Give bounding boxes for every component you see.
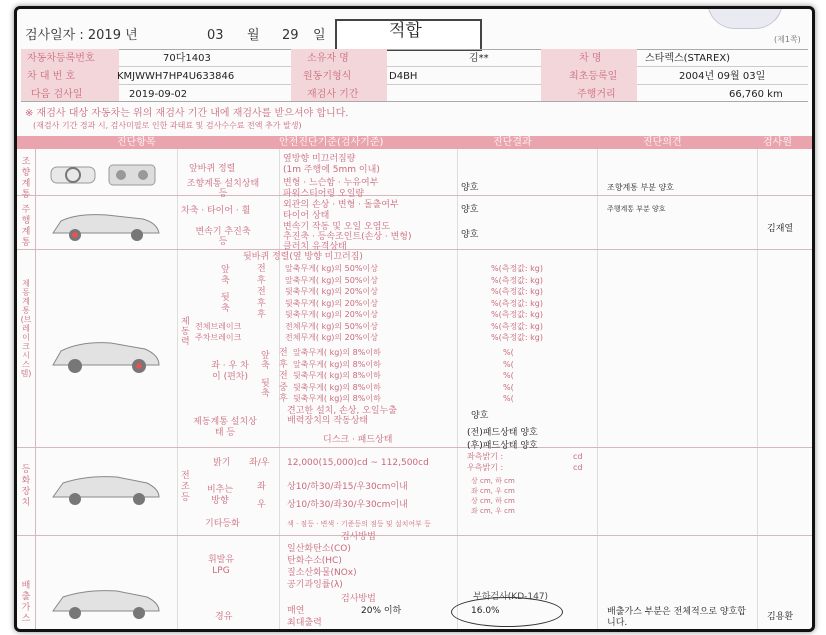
emission-smoke-result: 16.0% bbox=[471, 606, 500, 616]
col-item: 진단항목 bbox=[117, 137, 156, 148]
drive-item-1: 차축 · 타이어 · 휠 bbox=[181, 206, 251, 216]
col-inspector: 검사원 bbox=[763, 137, 792, 148]
col-standard: 안전진단기준(검사기준) bbox=[279, 137, 384, 148]
steer-result: 양호 bbox=[461, 183, 479, 193]
brake-car-illustration bbox=[47, 335, 165, 375]
notice-line2: (재검사 기간 경과 시, 검사미필로 인한 과태료 및 검사수수료 전액 추가 발생) bbox=[33, 121, 302, 130]
emission-method-value: 부하검사(KD-147) bbox=[473, 592, 549, 602]
light-dir-res-2: 좌 cm, 우 cm bbox=[471, 487, 515, 495]
brake-row-standard: 앞축무게( kg)의 50%이상 bbox=[285, 264, 378, 273]
brake-disc-result1: (전)패드상태 양호 bbox=[467, 428, 538, 438]
brake-row-standard: 전체무게( kg)의 50%이상 bbox=[285, 321, 378, 331]
vin-label: 차 대 번 호 bbox=[27, 71, 76, 82]
light-dir-std-left: 상10/하30/좌15/우30cm이내 bbox=[287, 482, 408, 492]
brake-force-label: 제동력 bbox=[181, 317, 190, 347]
inspection-day: 29 bbox=[282, 28, 299, 43]
steering-illustration bbox=[47, 157, 165, 193]
brake-row-axle: 전체브레이크 bbox=[195, 321, 242, 331]
brake-row-result: %(측정값: kg) bbox=[491, 298, 543, 308]
brake-row-axle: 주차브레이크 bbox=[195, 333, 242, 342]
brake-diff-axle: 후 bbox=[279, 359, 288, 370]
vin: KMJWWH7HP4U633846 bbox=[117, 71, 235, 82]
brake-diff-front: 앞축 bbox=[261, 351, 270, 371]
section-light: 등화장치 bbox=[21, 465, 31, 508]
drive-std-2c: 클러치 유격상태 bbox=[283, 242, 347, 252]
drive-item-2: 변속기 추진축 등 bbox=[195, 227, 251, 247]
brake-row-standard: 앞축무게( kg)의 50%이상 bbox=[285, 275, 378, 285]
next-inspection: 2019-09-02 bbox=[129, 89, 188, 100]
brake-diff-standard: 뒷축무게( kg)의 8%이하 bbox=[293, 394, 381, 403]
emission-item-lambda: 공기과잉률(λ) bbox=[287, 580, 343, 590]
brake-row-result: %(측정값: kg) bbox=[491, 264, 543, 273]
brake-disc-result2: (후)패드상태 양호 bbox=[467, 441, 538, 451]
first-reg-label: 최초등록일 bbox=[569, 71, 618, 82]
mileage-label: 주행거리 bbox=[577, 89, 616, 100]
light-unit-2: cd bbox=[573, 463, 583, 472]
brake-row-result: %(측정값: kg) bbox=[491, 275, 543, 285]
brake-diff-standard: 뒷축무게( kg)의 8%이하 bbox=[293, 371, 381, 380]
section-steering: 조향계통 bbox=[21, 157, 31, 200]
drive-result-2: 양호 bbox=[461, 230, 479, 240]
brake-install-result: 양호 bbox=[471, 411, 489, 421]
reg-no: 70다1403 bbox=[163, 53, 211, 64]
steer-std-1a: 옆방향 미끄러짐량 bbox=[283, 154, 356, 164]
emission-opinion: 배출가스 부분은 전체적으로 양호합니다. bbox=[607, 607, 746, 628]
month-label: 월 bbox=[247, 28, 260, 43]
drive-result-1: 양호 bbox=[461, 205, 479, 215]
brake-diff-label: 좌 · 우 차이 (편차) bbox=[211, 361, 249, 382]
light-car-illustration bbox=[47, 471, 165, 507]
result-stamp: 적합 bbox=[389, 21, 422, 41]
emission-diesel-label: 경유 bbox=[215, 612, 233, 622]
brake-row-axle: 전 bbox=[257, 287, 266, 297]
logo-emblem bbox=[707, 6, 783, 29]
light-bright-std: 12,000(15,000)cd ~ 112,500cd bbox=[287, 458, 429, 468]
inspector-2: 김용환 bbox=[767, 612, 794, 622]
emission-item-nox: 질소산화물(NOx) bbox=[287, 568, 357, 578]
owner: 김** bbox=[469, 53, 489, 64]
owner-label: 소유자 명 bbox=[307, 53, 349, 64]
brake-disc-label: 디스크 · 패드상태 bbox=[323, 435, 393, 445]
steer-opinion: 조향계통 부분 양호 bbox=[607, 183, 674, 192]
form-number: (제1쪽) bbox=[774, 35, 801, 44]
emission-max-label: 최대출력 bbox=[287, 618, 322, 628]
brake-wheel-align: 뒷바퀴 정렬(옆 방향 미끄러짐) bbox=[243, 252, 363, 262]
brake-row-standard: 뒷축무게( kg)의 20%이상 bbox=[285, 287, 378, 296]
brake-row-standard: 뒷축무게( kg)의 20%이상 bbox=[285, 298, 378, 308]
light-dir-std-right: 상10/하30/좌30/우30cm이내 bbox=[287, 500, 408, 510]
brake-diff-result: %( bbox=[503, 394, 514, 403]
steer-std-2a: 변형 · 느슨함 · 누유여부 bbox=[283, 178, 379, 188]
drive-car-illustration bbox=[47, 207, 165, 243]
steer-item-2: 조향계통 설치상태 등 bbox=[186, 179, 260, 199]
drive-std-2b: 추진축 · 등속조인트(손상 · 변형) bbox=[283, 232, 412, 242]
brake-diff-standard: 앞축무게( kg)의 8%이하 bbox=[293, 359, 381, 369]
brake-install-label: 제동계통 설치상태 등 bbox=[193, 417, 257, 438]
light-dir-res-1: 상 cm, 하 cm bbox=[471, 477, 515, 485]
notice-line1: ※ 재검사 대상 자동차는 위의 재검사 기간 내에 재검사를 받으셔야 합니다. bbox=[25, 108, 349, 119]
brake-install-std2: 배력장치의 작동상태 bbox=[287, 416, 369, 426]
brake-row-axle: 후 bbox=[257, 298, 266, 309]
brake-row-standard: 전체무게( kg)의 20%이상 bbox=[285, 333, 378, 342]
light-dir-label: 비추는 방향 bbox=[206, 485, 234, 506]
emission-method-label: 검사방법 bbox=[341, 532, 376, 542]
light-bright-side: 좌/우 bbox=[249, 458, 270, 468]
brake-row-axle: 후 bbox=[257, 310, 266, 320]
emission-result-circle bbox=[451, 597, 563, 627]
steer-item-1: 앞바퀴 정렬 bbox=[189, 164, 236, 174]
light-bright-left: 좌측밝기 : bbox=[467, 452, 504, 461]
inspector-1: 김재열 bbox=[767, 224, 794, 234]
section-drive: 주행계통 bbox=[21, 205, 31, 248]
col-opinion: 진단의견 bbox=[643, 137, 682, 148]
brake-install-std1: 견고한 설치, 손상, 오일누출 bbox=[287, 406, 397, 416]
brake-diff-standard: 앞축무게( kg)의 8%이하 bbox=[293, 348, 381, 357]
brake-row-standard: 뒷축무게( kg)의 20%이상 bbox=[285, 310, 378, 319]
brake-row-result: %(측정값: kg) bbox=[491, 287, 543, 296]
section-brake: 제동계통(브레이크시스템) bbox=[20, 279, 32, 378]
car-name-label: 차 명 bbox=[579, 53, 602, 64]
steer-std-2b: 파워스티어링 오일량 bbox=[283, 189, 365, 199]
drive-std-2a: 변속기 작동 및 오일 오염도 bbox=[283, 222, 391, 232]
light-bright-right: 우측밝기 : bbox=[467, 463, 504, 472]
light-dir-right: 우 bbox=[257, 500, 266, 510]
emission-car-illustration bbox=[47, 585, 165, 621]
emission-smoke-label: 매연 bbox=[287, 606, 305, 616]
section-emission: 배출가스 bbox=[21, 581, 31, 624]
light-other-std: 색 · 점등 · 변색 · 기준등의 점등 및 설치여부 등 bbox=[287, 520, 431, 528]
brake-diff-axle: 전 bbox=[279, 348, 288, 358]
brake-diff-result: %( bbox=[503, 382, 514, 392]
drive-std-1b: 타이어 상태 bbox=[283, 211, 330, 221]
car-name: 스타렉스(STAREX) bbox=[645, 53, 731, 64]
light-dir-left: 좌 bbox=[257, 482, 266, 492]
col-result: 진단결과 bbox=[493, 137, 532, 148]
emission-item-hc: 탄화수소(HC) bbox=[287, 556, 342, 566]
light-unit-1: cd bbox=[573, 452, 583, 461]
brake-row-axle: 전 bbox=[257, 264, 266, 274]
first-reg: 2004년 09월 03일 bbox=[679, 71, 766, 82]
engine-label: 원동기형식 bbox=[303, 71, 352, 82]
day-label: 일 bbox=[313, 28, 326, 43]
light-headlamp-label: 전조등 bbox=[181, 471, 190, 503]
drive-std-1a: 외관의 손상 · 변형 · 돌출여부 bbox=[283, 200, 399, 210]
emission-smoke-std: 20% 이하 bbox=[361, 606, 402, 616]
brake-row-result: %(측정값: kg) bbox=[491, 310, 543, 319]
brake-diff-rear: 뒷축 bbox=[261, 379, 270, 399]
brake-row-result: %(측정값: kg) bbox=[491, 321, 543, 331]
mileage: 66,760 km bbox=[729, 89, 783, 100]
engine: D4BH bbox=[389, 71, 418, 82]
brake-diff-standard: 뒷축무게( kg)의 8%이하 bbox=[293, 382, 381, 392]
brake-diff-axle: 중 bbox=[279, 382, 288, 393]
emission-item-co: 일산화탄소(CO) bbox=[287, 544, 351, 554]
brake-diff-axle: 전 bbox=[279, 371, 288, 381]
light-dir-res-4: 좌 cm, 우 cm bbox=[471, 507, 515, 515]
light-other-label: 기타등화 bbox=[205, 519, 240, 529]
brake-rear-label: 뒷축 bbox=[221, 293, 230, 314]
steer-std-1b: (1m 주행에 5mm 이내) bbox=[283, 165, 380, 175]
brake-diff-result: %( bbox=[503, 348, 514, 357]
inspection-month: 03 bbox=[207, 28, 224, 43]
inspection-certificate bbox=[14, 6, 815, 632]
brake-diff-result: %( bbox=[503, 371, 514, 380]
light-dir-res-3: 상 cm, 하 cm bbox=[471, 497, 515, 505]
brake-diff-axle: 후 bbox=[279, 394, 288, 404]
next-inspection-label: 다음 검사일 bbox=[31, 89, 83, 100]
emission-method-label-2: 검사방법 bbox=[341, 594, 376, 604]
brake-diff-result: %( bbox=[503, 359, 514, 369]
brake-row-result: %(측정값: kg) bbox=[491, 333, 543, 342]
emission-fuel-label: 휘발유 LPG bbox=[207, 555, 235, 576]
reg-no-label: 자동차등록번호 bbox=[27, 53, 95, 64]
inspection-date-label: 검사일자 : 2019 년 bbox=[25, 28, 138, 43]
drive-opinion: 주행계통 부분 양호 bbox=[607, 205, 666, 213]
brake-row-axle: 후 bbox=[257, 275, 266, 286]
light-bright-label: 밝기 bbox=[213, 458, 231, 468]
brake-front-label: 앞축 bbox=[221, 265, 230, 286]
recheck-label: 재검사 기간 bbox=[307, 89, 359, 100]
